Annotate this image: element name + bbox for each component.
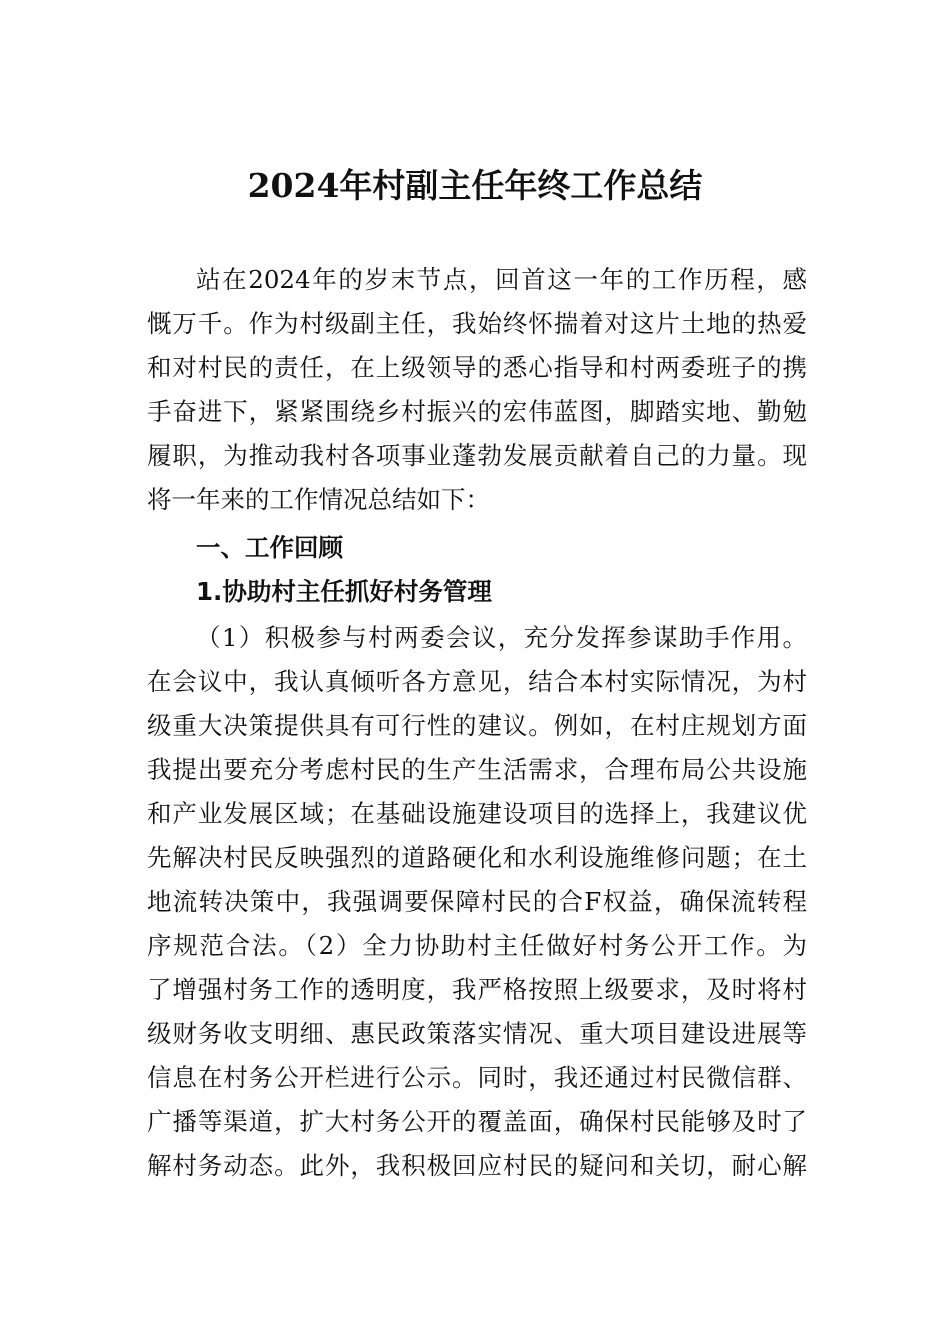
section-heading: 一、工作回顾 [196,533,343,562]
body-line: 广播等渠道，扩大村务公开的覆盖面，确保村民能够及时了 [147,1107,807,1136]
intro-line: 站在2024年的岁末节点，回首这一年的工作历程，感 [196,265,807,294]
document-title: 2024年村副主任年终工作总结 [247,166,703,205]
body-line: 地流转决策中，我强调要保障村民的合F权益，确保流转程 [147,887,807,916]
body-line: 序规范合法。（2）全力协助村主任做好村务公开工作。为 [147,931,807,960]
body-line: 级财务收支明细、惠民政策落实情况、重大项目建设进展等 [147,1019,807,1048]
subsection-heading: 1.协助村主任抓好村务管理 [196,577,492,606]
body-line: （1）积极参与村两委会议，充分发挥参谋助手作用。 [196,623,807,652]
intro-line: 将一年来的工作情况总结如下： [147,485,490,514]
body-line: 解村务动态。此外，我积极回应村民的疑问和关切，耐心解 [147,1151,807,1180]
body-line: 在会议中，我认真倾听各方意见，结合本村实际情况，为村 [147,667,807,696]
intro-line: 和对村民的责任，在上级领导的悉心指导和村两委班子的携 [147,353,807,382]
body-line: 和产业发展区域；在基础设施建设项目的选择上，我建议优 [147,799,807,828]
body-line: 我提出要充分考虑村民的生产生活需求，合理布局公共设施 [147,755,807,784]
body-line: 级重大决策提供具有可行性的建议。例如，在村庄规划方面 [147,711,807,740]
body-line: 先解决村民反映强烈的道路硬化和水利设施维修问题；在土 [147,843,807,872]
intro-line: 履职，为推动我村各项事业蓬勃发展贡献着自己的力量。现 [147,441,807,470]
intro-line: 手奋进下，紧紧围绕乡村振兴的宏伟蓝图，脚踏实地、勤勉 [147,397,807,426]
intro-line: 慨万千。作为村级副主任，我始终怀揣着对这片土地的热爱 [147,309,807,338]
body-line: 了增强村务工作的透明度，我严格按照上级要求，及时将村 [147,975,807,1004]
body-line: 信息在村务公开栏进行公示。同时，我还通过村民微信群、 [147,1063,807,1092]
